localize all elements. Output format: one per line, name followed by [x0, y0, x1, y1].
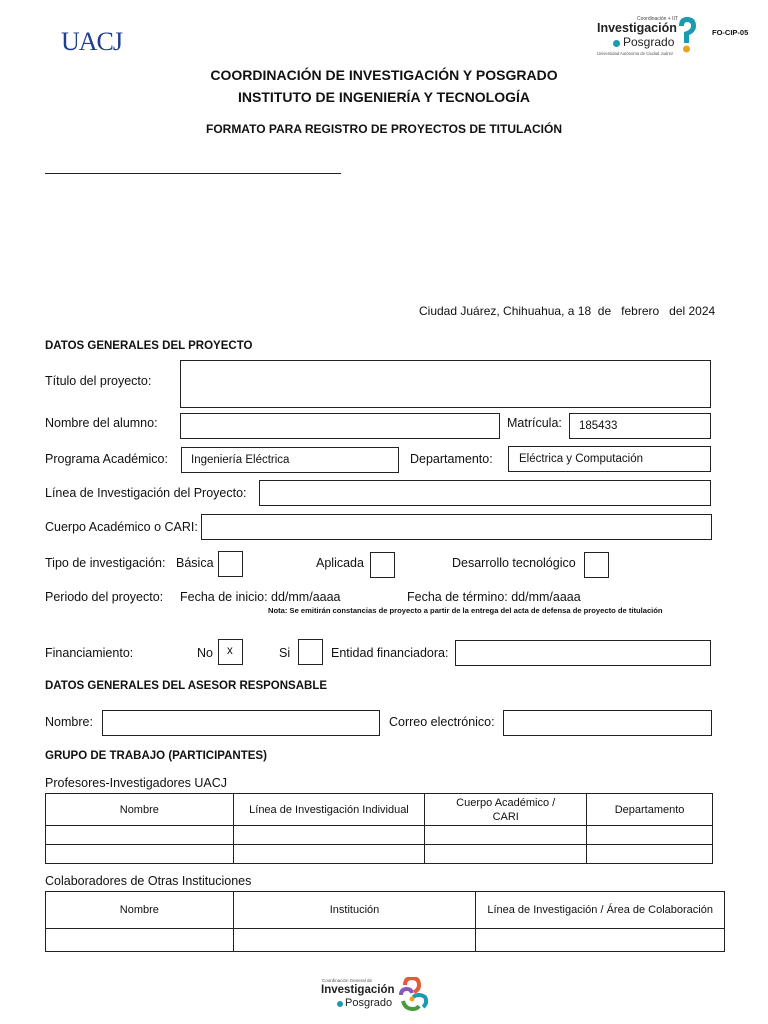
type-basic-checkbox[interactable]: [218, 551, 243, 577]
footer-logo: [321, 977, 431, 1013]
table-cell[interactable]: [587, 826, 713, 845]
table-cell[interactable]: [46, 845, 234, 864]
professors-header-name: Nombre: [46, 794, 234, 826]
research-line-label: Línea de Investigación del Proyecto:: [45, 486, 247, 500]
program-label: Programa Académico:: [45, 452, 168, 466]
funding-yes-checkbox[interactable]: [298, 639, 323, 665]
table-cell[interactable]: [425, 845, 587, 864]
table-cell[interactable]: [233, 826, 425, 845]
table-cell[interactable]: [46, 929, 234, 952]
program-field[interactable]: [181, 447, 399, 473]
project-section-title: DATOS GENERALES DEL PROYECTO: [45, 340, 253, 352]
table-cell[interactable]: [425, 826, 587, 845]
collaborators-table: [45, 891, 725, 952]
professors-header-body: Cuerpo Académico / CARI: [425, 794, 587, 826]
advisor-name-label: Nombre:: [45, 715, 93, 729]
title-line-2: INSTITUTO DE INGENIERÍA Y TECNOLOGÍA: [238, 89, 530, 105]
funding-no-value: x: [227, 645, 233, 657]
table-row: [46, 826, 713, 845]
form-subtitle: FORMATO PARA REGISTRO DE PROYECTOS DE TITULACIÓN: [205, 122, 562, 136]
start-date-label: Fecha de inicio: dd/mm/aaaa: [180, 590, 341, 604]
professors-header-line: Línea de Investigación Individual: [233, 794, 425, 826]
table-row: [46, 845, 713, 864]
logo-university-line: Universidad Autónoma de Ciudad Juárez: [597, 51, 674, 56]
logo-small-line: Coordinación + IIT: [637, 16, 678, 22]
table-cell[interactable]: [233, 929, 476, 952]
student-id-label: Matrícula:: [507, 416, 562, 430]
advisor-name-field[interactable]: [102, 710, 380, 736]
type-applied-checkbox[interactable]: [370, 552, 395, 578]
academic-body-field[interactable]: [201, 514, 712, 540]
advisor-section-title: DATOS GENERALES DEL ASESOR RESPONSABLE: [45, 680, 328, 692]
signature-line: [45, 173, 341, 174]
uacj-logo-text: UACJ: [61, 27, 123, 56]
research-line-field[interactable]: [259, 480, 711, 506]
funding-yes-label: Si: [279, 646, 291, 660]
table-cell[interactable]: [46, 826, 234, 845]
type-applied-label: Aplicada: [316, 556, 364, 570]
student-name-field[interactable]: [180, 413, 500, 439]
footer-logo-dot: [337, 1001, 343, 1007]
funding-no-label: No: [197, 646, 213, 660]
professors-header-department: Departamento: [587, 794, 713, 826]
department-field[interactable]: [508, 446, 711, 472]
funding-no-checkbox[interactable]: [218, 639, 243, 665]
professors-label: Profesores-Investigadores UACJ: [45, 776, 228, 790]
funding-entity-field[interactable]: [455, 640, 711, 666]
project-title-label: Título del proyecto:: [45, 374, 152, 388]
funding-label: Financiamiento:: [45, 646, 134, 660]
collaborators-header-name: Nombre: [46, 892, 234, 929]
logo-question-mark-icon: [675, 16, 699, 56]
investigacion-posgrado-logo: [597, 16, 703, 58]
uacj-logo: [61, 27, 122, 57]
footer-logo-investigacion: Investigación: [321, 984, 395, 996]
table-cell[interactable]: [476, 929, 725, 952]
project-title-field[interactable]: [180, 360, 711, 408]
logo-posgrado-dot: [613, 40, 620, 47]
department-label: Departamento:: [410, 452, 493, 466]
table-row: [46, 929, 725, 952]
place-date: Ciudad Juárez, Chihuahua, a 18 de febrero del 2024: [419, 304, 716, 318]
group-section-title: GRUPO DE TRABAJO (PARTICIPANTES): [45, 750, 267, 762]
student-id-field[interactable]: [569, 413, 711, 439]
professors-table: [45, 793, 713, 864]
end-date-label: Fecha de término: dd/mm/aaaa: [407, 590, 581, 604]
logo-investigacion: Investigación: [597, 21, 677, 35]
footer-logo-small-line: Coordinación General de: [322, 978, 373, 983]
collaborators-header-row: [46, 892, 725, 929]
type-dev-checkbox[interactable]: [584, 552, 609, 578]
collaborators-header-line: Línea de Investigación / Área de Colaboración: [476, 892, 725, 929]
advisor-email-field[interactable]: [503, 710, 712, 736]
type-dev-label: Desarrollo tecnológico: [452, 556, 576, 570]
table-cell[interactable]: [233, 845, 425, 864]
footer-logo-emblem-icon: [397, 977, 429, 1011]
student-id-value: 185433: [579, 420, 618, 432]
table-cell[interactable]: [587, 845, 713, 864]
advisor-email-label: Correo electrónico:: [389, 715, 495, 729]
collaborators-label: Colaboradores de Otras Instituciones: [45, 874, 252, 888]
logo-posgrado: Posgrado: [623, 35, 675, 49]
program-value: Ingeniería Eléctrica: [191, 454, 290, 466]
student-name-label: Nombre del alumno:: [45, 416, 158, 430]
title-line-1: COORDINACIÓN DE INVESTIGACIÓN Y POSGRADO: [210, 67, 558, 83]
note-text: Nota: Se emitirán constancias de proyecto a partir de la entrega del acta de defensa de proyecto de titulación: [268, 606, 663, 615]
footer-logo-posgrado: Posgrado: [345, 997, 393, 1009]
department-value: Eléctrica y Computación: [519, 453, 643, 465]
funding-entity-label: Entidad financiadora:: [331, 646, 449, 660]
form-code: FO-CIP-05: [712, 28, 749, 37]
type-basic-label: Básica: [176, 556, 214, 570]
research-type-label: Tipo de investigación:: [45, 556, 166, 570]
academic-body-label: Cuerpo Académico o CARI:: [45, 520, 198, 534]
period-label: Periodo del proyecto:: [45, 590, 164, 604]
collaborators-header-institution: Institución: [233, 892, 476, 929]
professors-header-row: [46, 794, 713, 826]
